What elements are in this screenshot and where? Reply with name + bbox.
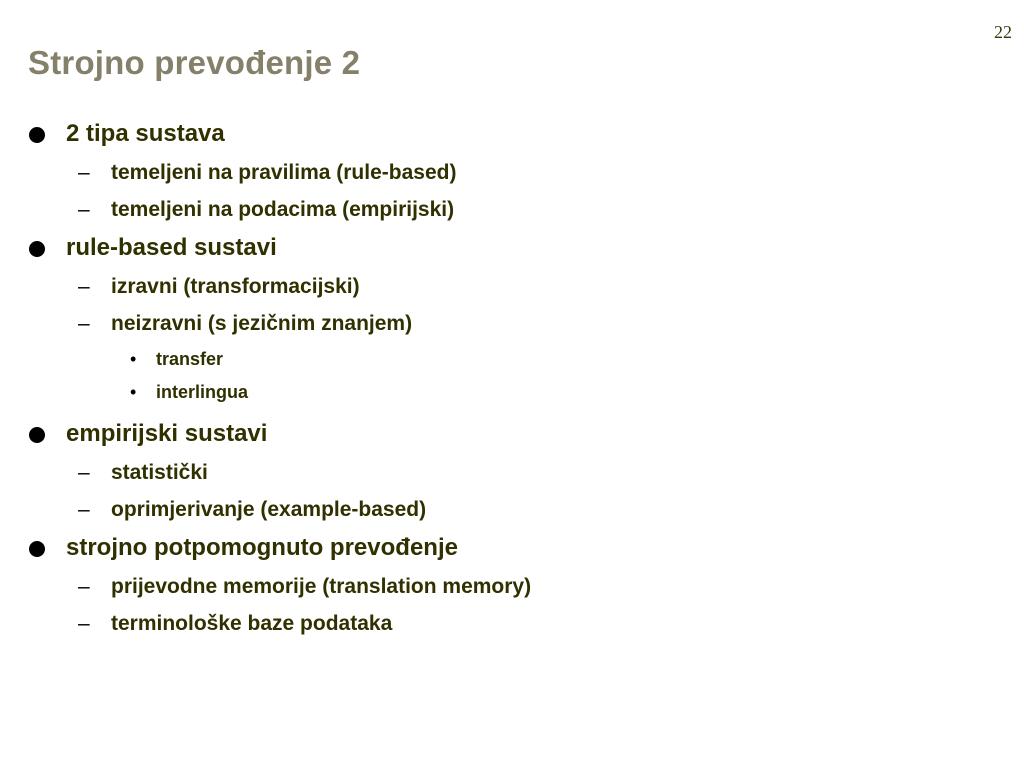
bullet-dot-icon — [29, 427, 45, 443]
sub-bullet-item — [0, 495, 1024, 532]
bullet-item — [0, 232, 1024, 272]
sub-bullet-item — [0, 458, 1024, 495]
sub-bullet-text: oprimjerivanje (example-based) — [111, 498, 427, 521]
bullet-item — [0, 532, 1024, 572]
sub-sub-bullet-item — [0, 379, 1024, 412]
small-dot-marker: • — [130, 382, 137, 402]
bullet-list — [0, 118, 1024, 646]
dash-marker: – — [78, 161, 90, 184]
sub-bullet-text: terminološke baze podataka — [111, 612, 393, 635]
sub-sub-bullet-text: interlingua — [156, 382, 249, 402]
dash-marker: – — [78, 198, 90, 221]
sub-bullet-text: prijevodne memorije (translation memory) — [111, 575, 532, 598]
sub-bullet-text: temeljeni na podacima (empirijski) — [111, 198, 455, 221]
sub-sub-bullet-text: transfer — [156, 349, 224, 369]
slide-number: 22 — [994, 22, 1012, 42]
bullet-item — [0, 118, 1024, 158]
sub-bullet-text: izravni (transformacijski) — [111, 275, 360, 298]
sub-bullet-item — [0, 195, 1024, 232]
dash-marker: – — [78, 275, 90, 298]
sub-sub-bullet-item — [0, 346, 1024, 379]
dash-marker: – — [78, 461, 90, 484]
sub-bullet-item — [0, 572, 1024, 609]
sub-bullet-text: statistički — [111, 461, 208, 484]
sub-bullet-item — [0, 272, 1024, 309]
bullet-text: 2 tipa sustava — [66, 120, 225, 147]
bullet-dot-icon — [29, 241, 45, 257]
dash-marker: – — [78, 312, 90, 335]
bullet-item — [0, 418, 1024, 458]
bullet-text: empirijski sustavi — [66, 420, 268, 447]
dash-marker: – — [78, 612, 90, 635]
sub-bullet-item — [0, 309, 1024, 346]
small-dot-marker: • — [130, 349, 137, 369]
bullet-dot-icon — [29, 127, 45, 143]
bullet-dot-icon — [29, 541, 45, 557]
sub-bullet-item — [0, 609, 1024, 646]
slide-title: Strojno prevođenje 2 — [28, 44, 361, 81]
sub-bullet-text: temeljeni na pravilima (rule-based) — [111, 161, 457, 184]
bullet-text: rule-based sustavi — [66, 234, 277, 261]
sub-bullet-item — [0, 158, 1024, 195]
dash-marker: – — [78, 498, 90, 521]
sub-bullet-text: neizravni (s jezičnim znanjem) — [111, 312, 413, 335]
bullet-text: strojno potpomognuto prevođenje — [66, 534, 458, 561]
dash-marker: – — [78, 575, 90, 598]
